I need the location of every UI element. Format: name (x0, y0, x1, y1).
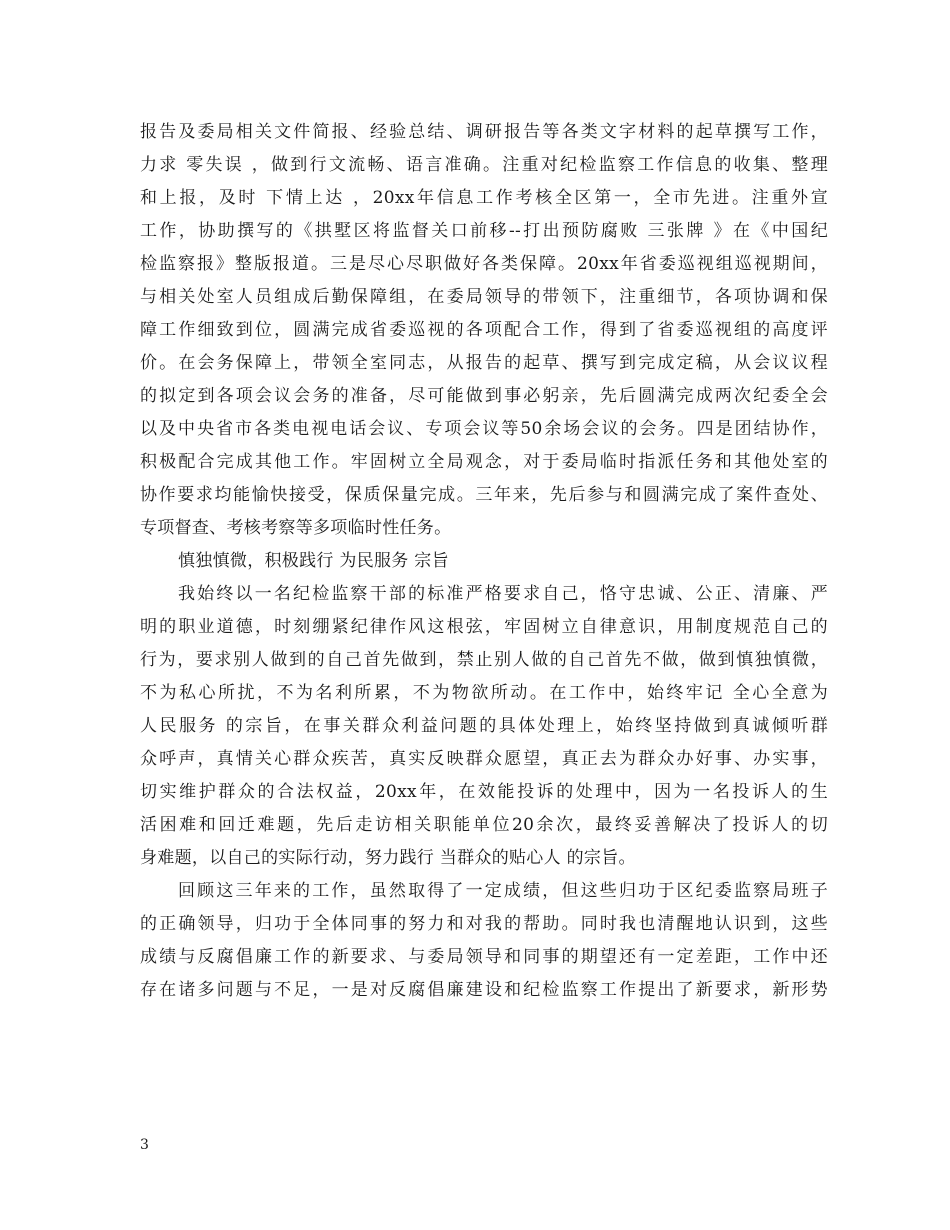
text-line: 力求 零失误 ，做到行文流畅、语言准确。注重对纪检监察工作信息的收集、整理 (140, 155, 828, 175)
text-line: 障工作细致到位，圆满完成省委巡视的各项配合工作，得到了省委巡视组的高度评 (140, 320, 828, 340)
text-line: 工作，协助撰写的《拱墅区将监督关口前移--打出预防腐败 三张牌 》在《中国纪 (140, 221, 828, 241)
text-line: 和上报，及时 下情上达 ，20xx年信息工作考核全区第一，全市先进。注重外宣 (140, 188, 828, 208)
text-line: 的正确领导，归功于全体同事的努力和对我的帮助。同时我也清醒地认识到，这些 (140, 914, 828, 934)
text-line: 人民服务 的宗旨，在事关群众利益问题的具体处理上，始终坚持做到真诚倾听群 (140, 716, 828, 736)
text-line: 身难题，以自己的实际行动，努力践行 当群众的贴心人 的宗旨。 (140, 848, 636, 868)
text-line: 不为私心所扰，不为名利所累，不为物欲所动。在工作中，始终牢记 全心全意为 (140, 683, 828, 703)
text-line: 我始终以一名纪检监察干部的标准严格要求自己，恪守忠诚、公正、清廉、严 (178, 584, 828, 604)
text-line: 慎独慎微，积极践行 为民服务 宗旨 (178, 551, 449, 571)
text-line: 的拟定到各项会议会务的准备，尽可能做到事必躬亲，先后圆满完成两次纪委全会 (140, 386, 828, 406)
text-line: 报告及委局相关文件简报、经验总结、调研报告等各类文字材料的起草撰写工作， (140, 122, 828, 142)
text-line: 与相关处室人员组成后勤保障组，在委局领导的带领下，注重细节，各项协调和保 (140, 287, 828, 307)
text-line: 检监察报》整版报道。三是尽心尽职做好各类保障。20xx年省委巡视组巡视期间， (140, 254, 828, 274)
text-line: 明的职业道德，时刻绷紧纪律作风这根弦，牢固树立自律意识，用制度规范自己的 (140, 617, 828, 637)
document-body (140, 116, 828, 1007)
text-line: 成绩与反腐倡廉工作的新要求、与委局领导和同事的期望还有一定差距，工作中还 (140, 947, 828, 967)
text-line: 众呼声，真情关心群众疾苦，真实反映群众愿望，真正去为群众办好事、办实事， (140, 749, 828, 769)
text-line: 活困难和回迁难题，先后走访相关职能单位20余次，最终妥善解决了投诉人的切 (140, 815, 828, 835)
text-line: 行为，要求别人做到的自己首先做到，禁止别人做的自己首先不做，做到慎独慎微， (140, 650, 828, 670)
text-line: 以及中央省市各类电视电话会议、专项会议等50余场会议的会务。四是团结协作， (140, 419, 828, 439)
text-line: 回顾这三年来的工作，虽然取得了一定成绩，但这些归功于区纪委监察局班子 (178, 881, 828, 901)
page-number: 3 (140, 1137, 149, 1153)
text-line: 价。在会务保障上，带领全室同志，从报告的起草、撰写到完成定稿，从会议议程 (140, 353, 828, 373)
text-line: 协作要求均能愉快接受，保质保量完成。三年来，先后参与和圆满完成了案件查处、 (140, 485, 828, 505)
text-line: 切实维护群众的合法权益，20xx年，在效能投诉的处理中，因为一名投诉人的生 (140, 782, 828, 802)
text-line: 专项督查、考核考察等多项临时性任务。 (140, 518, 452, 538)
text-line: 积极配合完成其他工作。牢固树立全局观念，对于委局临时指派任务和其他处室的 (140, 452, 828, 472)
text-line: 存在诸多问题与不足，一是对反腐倡廉建设和纪检监察工作提出了新要求，新形势 (140, 980, 828, 1000)
